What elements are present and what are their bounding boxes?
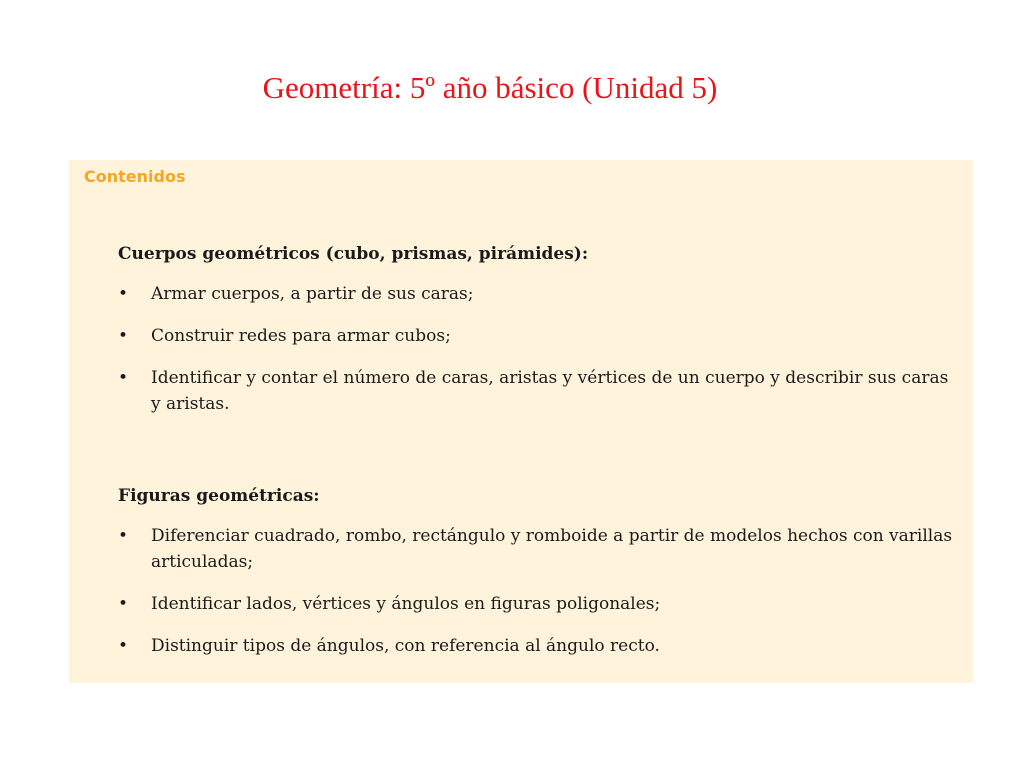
list-item: [118, 281, 958, 307]
bullet-list: [118, 523, 958, 659]
list-item-text: Armar cuerpos, a partir de sus caras;: [151, 284, 474, 304]
list-item-text: Construir redes para armar cubos;: [151, 326, 451, 346]
list-item-text: Identificar lados, vértices y ángulos en figuras poligonales;: [151, 594, 661, 614]
contents-panel: [69, 160, 973, 683]
list-item: [118, 633, 958, 659]
list-item: [118, 591, 958, 617]
panel-heading: Contenidos: [84, 167, 186, 186]
bullet-icon: •: [118, 526, 129, 546]
bullet-icon: •: [118, 636, 129, 656]
list-item: [118, 323, 958, 349]
bullet-icon: •: [118, 326, 129, 346]
bullet-icon: •: [118, 368, 129, 388]
bullet-list: [118, 281, 958, 417]
list-item-text: Distinguir tipos de ángulos, con referencia al ángulo recto.: [151, 636, 660, 656]
section-title: Cuerpos geométricos (cubo, prismas, pirámides):: [118, 244, 589, 264]
bullet-icon: •: [118, 594, 129, 614]
list-item-text: Diferenciar cuadrado, rombo, rectángulo y romboide a partir de modelos hechos con varillas articuladas;: [151, 526, 953, 572]
bullet-icon: •: [118, 284, 129, 304]
section-title: Figuras geométricas:: [118, 486, 320, 506]
slide-title: Geometría: 5º año básico (Unidad 5): [262, 70, 718, 105]
section-solids: [118, 241, 958, 433]
list-item: [118, 523, 958, 575]
list-item: [118, 365, 958, 417]
section-figures: [118, 483, 958, 675]
list-item-text: Identificar y contar el número de caras, aristas y vértices de un cuerpo y describir sus caras y aristas.: [151, 368, 949, 414]
